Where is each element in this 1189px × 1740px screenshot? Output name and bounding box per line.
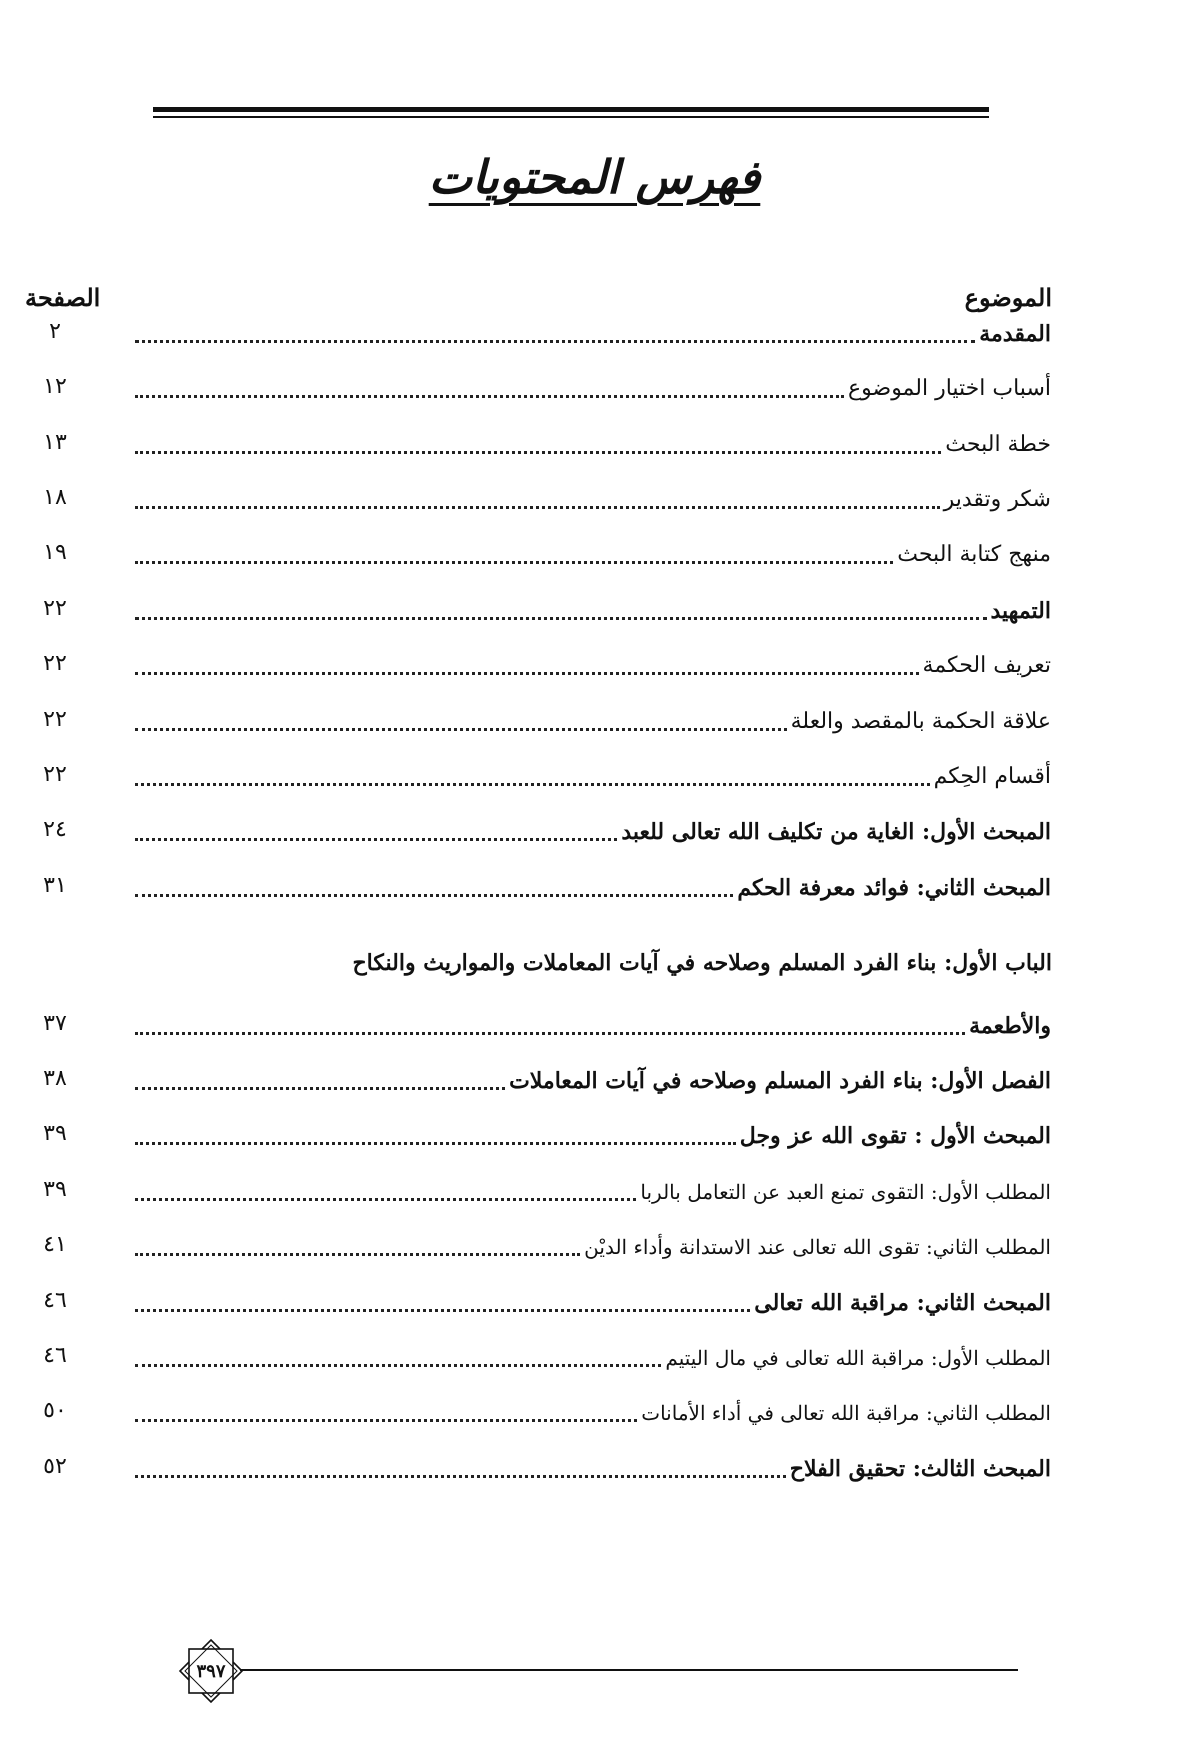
toc-entry[interactable] — [135, 1005, 1051, 1041]
toc-entry[interactable] — [135, 1171, 1051, 1207]
page-number: ٣٩٧ — [196, 1660, 226, 1682]
toc-entry-page: ٣٧ — [43, 1011, 67, 1036]
leader-dots — [135, 894, 733, 897]
toc-entry-title: تعريف الحكمة — [922, 653, 1051, 678]
toc-entry[interactable] — [135, 1392, 1051, 1428]
leader-dots — [135, 1475, 786, 1478]
toc-entry-title: المبحث الأول: الغاية من تكليف الله تعالى للعبد — [621, 819, 1051, 845]
page-title: فهرس المحتويات — [428, 150, 761, 204]
toc-entry[interactable] — [135, 534, 1051, 570]
toc-entry[interactable] — [135, 1226, 1051, 1262]
toc-entry[interactable] — [135, 645, 1051, 681]
leader-dots — [135, 451, 941, 454]
leader-dots — [135, 1087, 505, 1090]
leader-dots — [135, 1198, 636, 1201]
leader-dots — [135, 1419, 637, 1422]
footer-rule — [240, 1669, 1018, 1671]
leader-dots — [135, 1364, 661, 1367]
toc-entry[interactable] — [135, 867, 1051, 903]
toc-entry[interactable] — [135, 368, 1051, 404]
toc-entry-title: المبحث الأول : تقوى الله عز وجل — [739, 1123, 1051, 1149]
leader-dots — [135, 672, 919, 675]
toc-entry-page: ٤١ — [43, 1232, 67, 1257]
toc-entry-page: ١٨ — [43, 485, 67, 510]
toc-entry-page: ٢٢ — [43, 707, 67, 732]
toc-entry-page: ٢٤ — [43, 817, 67, 842]
toc-entry-title: المبحث الثاني: فوائد معرفة الحكم — [737, 875, 1051, 901]
toc-entry[interactable] — [135, 313, 1051, 349]
toc-entry-page: ٢٢ — [43, 596, 67, 621]
column-header-page: الصفحة — [25, 283, 101, 312]
leader-dots — [135, 561, 893, 564]
toc-entry-page: ٣٩ — [43, 1121, 67, 1146]
toc-entry-title: المطلب الثاني: تقوى الله تعالى عند الاستدانة وأداء الديْن — [584, 1235, 1051, 1259]
toc-entry-title: شكر وتقدير — [943, 487, 1051, 512]
toc-entry-page: ٣٨ — [43, 1066, 67, 1091]
toc-entry[interactable] — [135, 756, 1051, 792]
toc-entry-page: ٣١ — [43, 873, 67, 898]
toc-entry[interactable] — [135, 1115, 1051, 1151]
toc-entry-title: المطلب الثاني: مراقبة الله تعالى في أداء الأمانات — [641, 1401, 1051, 1425]
toc-entry-page: ٥٢ — [43, 1454, 67, 1479]
leader-dots — [135, 506, 940, 509]
toc-entry-page: ٢٢ — [43, 762, 67, 787]
toc-entry[interactable] — [135, 590, 1051, 626]
toc-entry-title: أسباب اختيار الموضوع — [848, 376, 1051, 401]
leader-dots — [135, 728, 787, 731]
toc-entry-page: ١٢ — [43, 374, 67, 399]
toc-entry[interactable] — [135, 1282, 1051, 1318]
leader-dots — [135, 340, 975, 343]
toc-entry[interactable] — [135, 1337, 1051, 1373]
toc-entry-page: ٢ — [49, 319, 61, 344]
toc-entry[interactable] — [135, 1060, 1051, 1096]
toc-entry-title: منهج كتابة البحث — [897, 542, 1051, 567]
toc-entry-title: علاقة الحكمة بالمقصد والعلة — [790, 709, 1051, 734]
toc-entry-title: المطلب الأول: التقوى تمنع العبد عن التعامل بالربا — [640, 1180, 1051, 1204]
toc-entry-page: ١٩ — [43, 540, 67, 565]
toc-entry-page: ١٣ — [43, 430, 67, 455]
toc-entry-page: ٣٩ — [43, 1177, 67, 1202]
leader-dots — [135, 617, 987, 620]
toc-entry-title: الفصل الأول: بناء الفرد المسلم وصلاحه في آيات المعاملات — [509, 1068, 1051, 1094]
toc-entry[interactable] — [135, 424, 1051, 460]
leader-dots — [135, 783, 930, 786]
toc-entry[interactable] — [135, 479, 1051, 515]
page-number-badge — [178, 1638, 244, 1704]
leader-dots — [135, 1309, 750, 1312]
toc-entry[interactable] — [135, 1448, 1051, 1484]
toc-entry-title: التمهيد — [990, 598, 1051, 624]
toc-entry-title: المبحث الثالث: تحقيق الفلاح — [789, 1456, 1051, 1482]
toc-entry-title-line1: الباب الأول: بناء الفرد المسلم وصلاحه في آيات المعاملات والمواريث والنكاح — [352, 950, 1052, 976]
toc-entry[interactable] — [135, 811, 1051, 847]
toc-entry-title: المطلب الأول: مراقبة الله تعالى في مال اليتيم — [665, 1346, 1051, 1370]
toc-entry-page: ٤٦ — [43, 1343, 67, 1368]
leader-dots — [135, 1253, 580, 1256]
toc-entry-page: ٢٢ — [43, 651, 67, 676]
toc-entry-title: أقسام الحِكم — [933, 764, 1051, 789]
leader-dots — [135, 838, 617, 841]
toc-entry-page: ٤٦ — [43, 1288, 67, 1313]
leader-dots — [135, 395, 844, 398]
toc-entry-title-line2: والأطعمة — [969, 1013, 1051, 1039]
toc-entry-page: ٥٠ — [43, 1398, 67, 1423]
leader-dots — [135, 1032, 965, 1035]
toc-entry-title: المقدمة — [979, 321, 1051, 347]
toc-entry-title: خطة البحث — [945, 432, 1051, 457]
column-header-topic: الموضوع — [964, 283, 1052, 312]
leader-dots — [135, 1142, 736, 1145]
toc-entry-title: المبحث الثاني: مراقبة الله تعالى — [754, 1290, 1051, 1316]
toc-entry[interactable] — [135, 701, 1051, 737]
